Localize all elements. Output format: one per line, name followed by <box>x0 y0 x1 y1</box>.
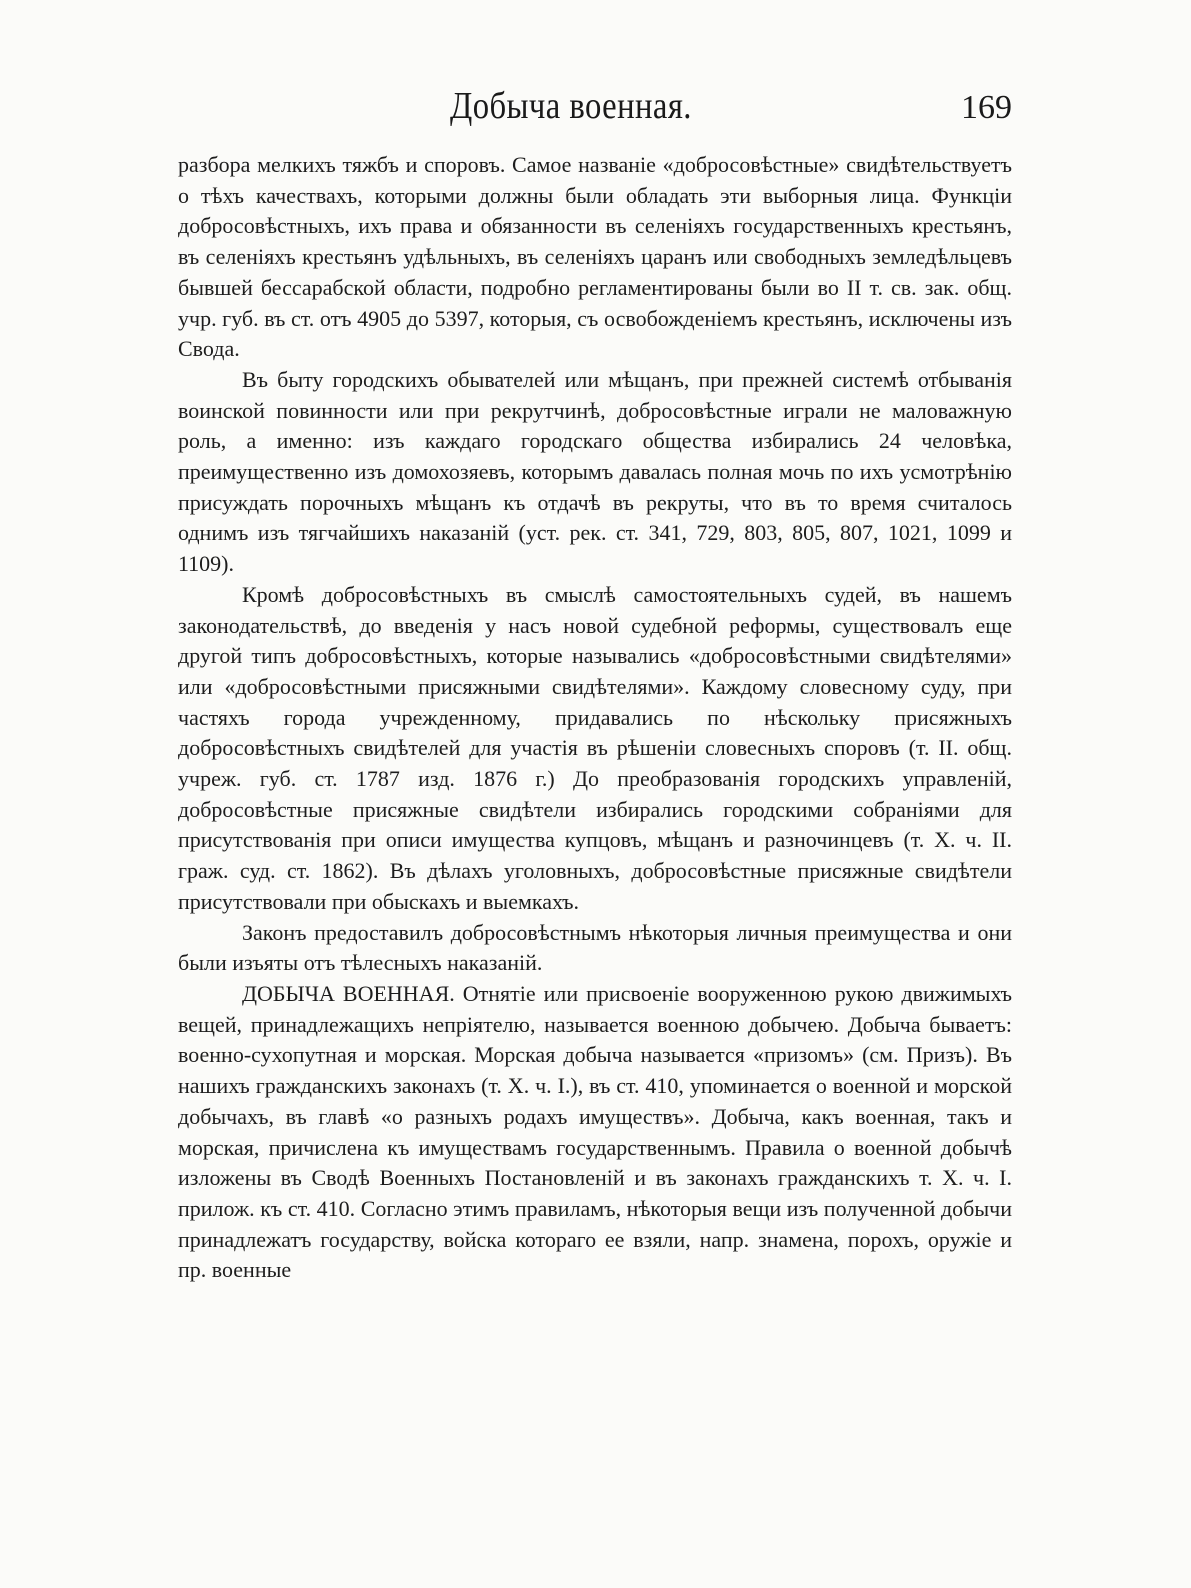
paragraph-war-booty: ДОБЫЧА ВОЕННАЯ. Отнятіе или присвоеніе вооруженною рукою движимыхъ вещей, принадлежащихъ непріятелю, называется военною добычею. Добыча бываетъ: военно-сухопутная и морская. Морская добыча называется «призомъ» (см. Призъ). Въ нашихъ гражданскихъ законахъ (т. X. ч. I.), въ ст. 410, упоминается о военной и морской добычахъ, въ главѣ «о разныхъ родахъ имуществъ». Добыча, какъ военная, такъ и морская, причислена къ имуществамъ государственнымъ. Правила о военной добычѣ изложены въ Сводѣ Военныхъ Постановленій и въ законахъ гражданскихъ т. X. ч. I. прилож. къ ст. 410. Согласно этимъ правиламъ, нѣкоторыя вещи изъ полученной добычи принадлежатъ государству, войска котораго ее взяли, напр. знамена, порохъ, оружіе и пр. военные <box>178 980 1012 1283</box>
page-number: 169 <box>961 89 1012 126</box>
body-text <box>178 150 1012 1286</box>
running-title: Добыча военная. <box>450 85 692 127</box>
page-header <box>178 78 1012 134</box>
paragraph-witnesses: Кромѣ добросовѣстныхъ въ смыслѣ самостоятельныхъ судей, въ нашемъ законодательствѣ, до введенія у насъ новой судебной реформы, существовалъ еще другой типъ добросовѣстныхъ, которые назывались «добросовѣстными свидѣтелями» или «добросовѣстными присяжными свидѣтелями». Каждому словесному суду, при частяхъ города учрежденному, придавались по нѣскольку присяжныхъ добросовѣстныхъ свидѣтелей для участія въ рѣшеніи словесныхъ споровъ (т. II. общ. учреж. губ. ст. 1787 изд. 1876 г.) До преобразованія городскихъ управленій, добросовѣстные присяжные свидѣтели избирались городскими собраніями для присутствованія при описи имущества купцовъ, мѣщанъ и разночинцевъ (т. X. ч. II. граж. суд. ст. 1862). Въ дѣлахъ уголовныхъ, добросовѣстные присяжные свидѣтели присутствовали при обыскахъ и выемкахъ. <box>178 581 1012 914</box>
paragraph-townspeople: Въ быту городскихъ обывателей или мѣщанъ, при прежней системѣ отбыванія воинской повинности или при рекрутчинѣ, добросовѣстные играли не маловажную роль, а именно: изъ каждаго городскаго общества избирались 24 человѣка, преимущественно изъ домохозяевъ, которымъ давалась полная мочь по ихъ усмотрѣнію присуждать порочныхъ мѣщанъ къ отдачѣ въ рекруты, что въ то время считалось однимъ изъ тягчайшихъ наказаній (уст. рек. ст. 341, 729, 803, 805, 807, 1021, 1099 и 1109). <box>178 366 1012 577</box>
paragraph-privileges: Законъ предоставилъ добросовѣстнымъ нѣкоторыя личныя преимущества и они были изъяты отъ тѣлесныхъ наказаній. <box>178 919 1012 976</box>
paragraph-continuation: разбора мелкихъ тяжбъ и споровъ. Самое названіе «добросовѣстные» свидѣтельствуетъ о тѣхъ качествахъ, которыми должны были обладать эти выборныя лица. Функціи добросовѣстныхъ, ихъ права и обязанности въ селеніяхъ государственныхъ крестьянъ, въ селеніяхъ крестьянъ удѣльныхъ, въ селеніяхъ царанъ или свободныхъ земледѣльцевъ бывшей бессарабской области, подробно регламентированы были во II т. св. зак. общ. учр. губ. въ ст. отъ 4905 до 5397, которыя, съ освобожденіемъ крестьянъ, исключены изъ Свода. <box>178 152 1012 362</box>
